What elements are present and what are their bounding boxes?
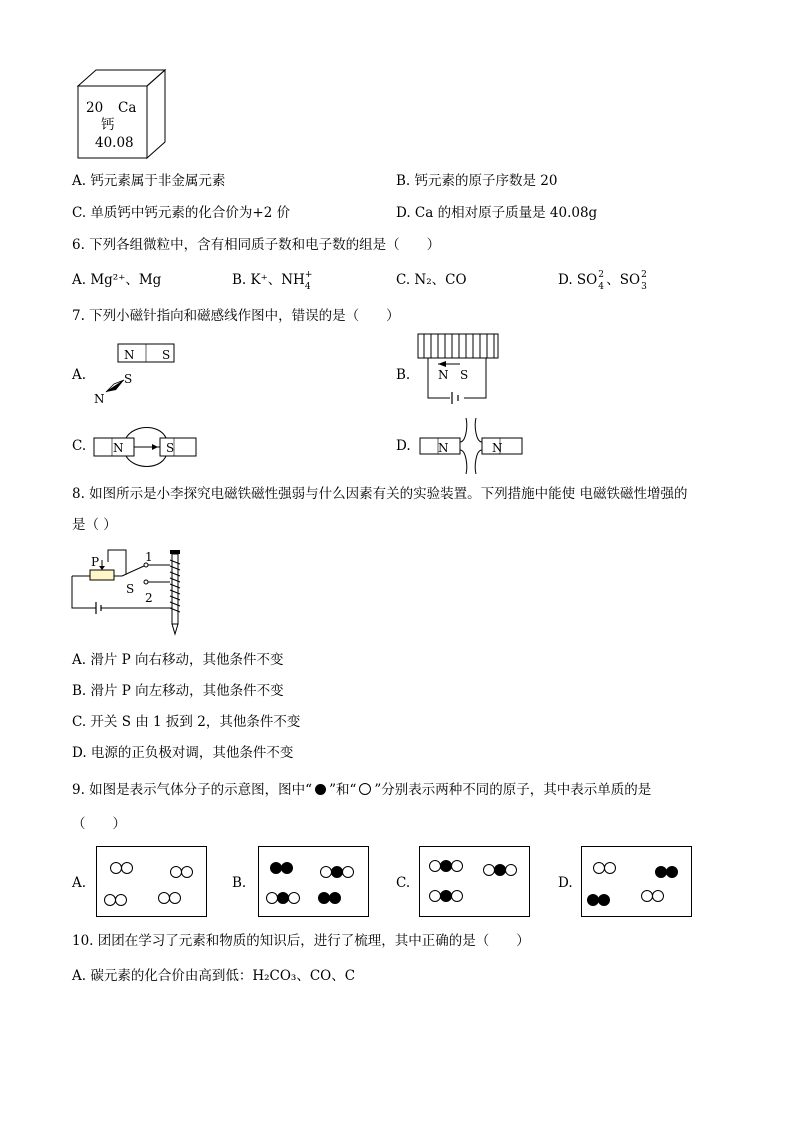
q9-label-b: B. [232,875,247,891]
white-atom-icon [359,783,371,795]
magnet-n-label-right: N [492,441,503,455]
q5-option-b: B. 钙元素的原子序数是 20 [396,173,558,189]
black-atom-icon [315,784,326,795]
q7-stem: 7. 下列小磁针指向和磁感线作图中，错误的是（ ） [72,308,400,324]
q9-box-b [258,846,370,918]
q6-option-d: D. SO 2 4 、SO 2 3 [558,270,647,292]
q6-option-a: A. Mg²⁺、Mg [72,272,162,288]
switch-s-label: S [126,582,135,596]
q7-label-a: A. [72,367,87,383]
q8-option-b: B. 滑片 P 向左移动，其他条件不变 [72,683,284,699]
needle-n-label: N [94,392,105,406]
q8-stem-line1: 8. 如图所示是小李探究电磁铁磁性强弱与什么因素有关的实验装置。下列措施中能使 电磁铁磁性增强的 [72,486,688,502]
q5-option-a: A. 钙元素属于非金属元素 [72,173,226,189]
q10-stem: 10. 团团在学习了元素和物质的知识后，进行了梳理，其中正确的是（ ） [72,933,530,949]
magnet-s-label: S [162,348,171,362]
q7-label-c: C. [72,438,87,454]
q8-option-c: C. 开关 S 由 1 扳到 2，其他条件不变 [72,714,301,730]
magnet-n-label: N [124,348,135,362]
two-n-poles-field-lines [416,416,526,476]
q6-option-b: B. K⁺、NH + 4 [232,270,313,292]
two-magnets-field-lines [90,422,200,472]
q5-option-c: C. 单质钙中钙元素的化合价为+2 价 [72,205,291,221]
element-name: 钙 [101,117,115,133]
q7-label-b: B. [396,367,411,383]
q5-option-d: D. Ca 的相对原子质量是 40.08g [396,205,598,221]
q8-option-a: A. 滑片 P 向右移动，其他条件不变 [72,652,284,668]
q10-option-a: A. 碳元素的化合价由高到低：H₂CO₃、CO、C [72,968,356,984]
q8-option-d: D. 电源的正负极对调，其他条件不变 [72,745,294,761]
atomic-mass: 40.08 [95,135,134,151]
q7-label-d: D. [396,438,411,454]
contact-2-label: 2 [145,591,153,605]
q9-box-d [581,846,693,918]
q8-stem-line2: 是（ ） [72,517,117,533]
solenoid-circuit [414,330,504,410]
needle-s-label: S [124,372,133,386]
q6-option-c: C. N₂、CO [396,272,467,288]
bar-magnet-and-needle [90,340,190,410]
element-symbol: Ca [118,100,137,116]
magnet-n-label: N [113,441,124,455]
electromagnet-circuit [70,548,200,638]
contact-1-label: 1 [145,550,153,564]
needle-n-label: N [438,368,449,382]
q9-stem-line2: （ ） [72,816,126,832]
formula: H₂CO₃、CO、C [252,968,356,984]
q6-stem: 6. 下列各组微粒中，含有相同质子数和电子数的组是（ ） [72,237,441,253]
magnet-s-label: S [166,441,175,455]
needle-s-label: S [460,368,469,382]
q9-box-c [419,846,531,918]
q9-label-d: D. [558,875,573,891]
q9-label-c: C. [396,875,411,891]
magnet-n-label: N [438,441,449,455]
q9-box-a [96,846,208,918]
slider-p-label: P [91,555,100,569]
atomic-number: 20 [86,100,104,116]
q9-label-a: A. [72,875,87,891]
q9-stem: 9. 如图是表示气体分子的示意图，图中“ ”和“ ”分别表示两种不同的原子，其中表示单质的是 [72,782,652,798]
element-cube-outline [70,68,170,168]
